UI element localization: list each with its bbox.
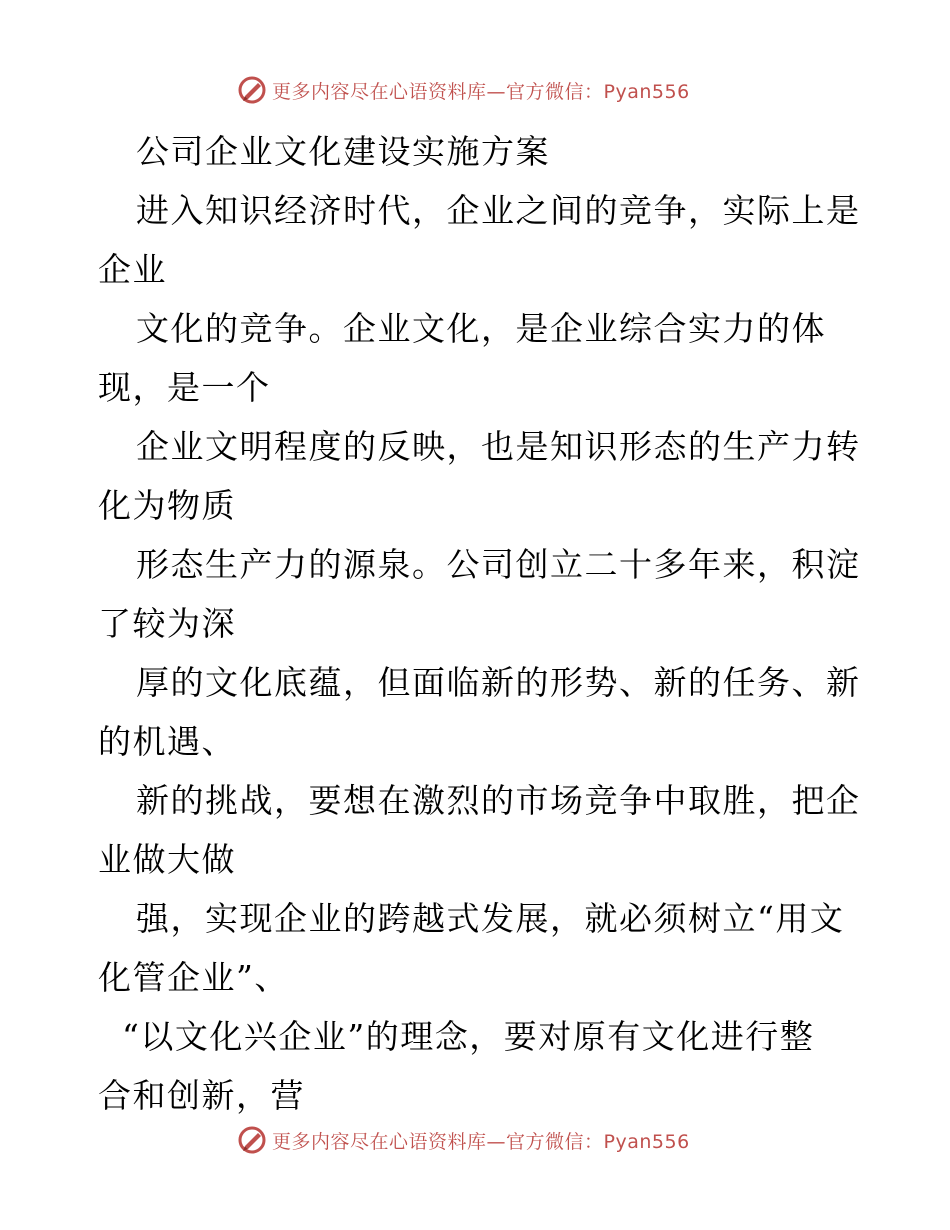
text-line: 合和创新，营 <box>98 1076 305 1115</box>
text-line: 文化的竞争。企业文化，是企业综合实力的体 <box>136 309 826 348</box>
document-body <box>98 122 861 1125</box>
text-line: 业做大做 <box>98 840 236 879</box>
footer-watermark <box>236 1122 690 1158</box>
text-line: 企业文明程度的反映，也是知识形态的生产力转 <box>136 427 861 466</box>
text-line: 企业 <box>98 250 167 289</box>
header-watermark <box>236 72 690 108</box>
text-line: 新的挑战，要想在激烈的市场竞争中取胜，把企 <box>136 781 861 820</box>
text-line: 化管企业”、 <box>98 958 289 997</box>
text-line: “以文化兴企业”的理念，要对原有文化进行整 <box>122 1017 815 1056</box>
text-line: 现，是一个 <box>98 368 271 407</box>
pen-logo-icon <box>236 74 268 106</box>
text-line: 形态生产力的源泉。公司创立二十多年来，积淀 <box>136 545 861 584</box>
text-line: 化为物质 <box>98 486 236 525</box>
text-line: 强，实现企业的跨越式发展，就必须树立“用文 <box>136 899 845 938</box>
watermark-text: 更多内容尽在心语资料库—官方微信：Pyan556 <box>272 1130 690 1153</box>
text-line: 厚的文化底蕴，但面临新的形势、新的任务、新 <box>136 663 861 702</box>
watermark-text: 更多内容尽在心语资料库—官方微信：Pyan556 <box>272 80 690 103</box>
document-title: 公司企业文化建设实施方案 <box>136 132 550 171</box>
text-line: 了较为深 <box>98 604 236 643</box>
pen-logo-icon <box>236 1124 268 1156</box>
text-line: 的机遇、 <box>98 722 236 761</box>
text-line: 进入知识经济时代，企业之间的竞争，实际上是 <box>136 191 861 230</box>
